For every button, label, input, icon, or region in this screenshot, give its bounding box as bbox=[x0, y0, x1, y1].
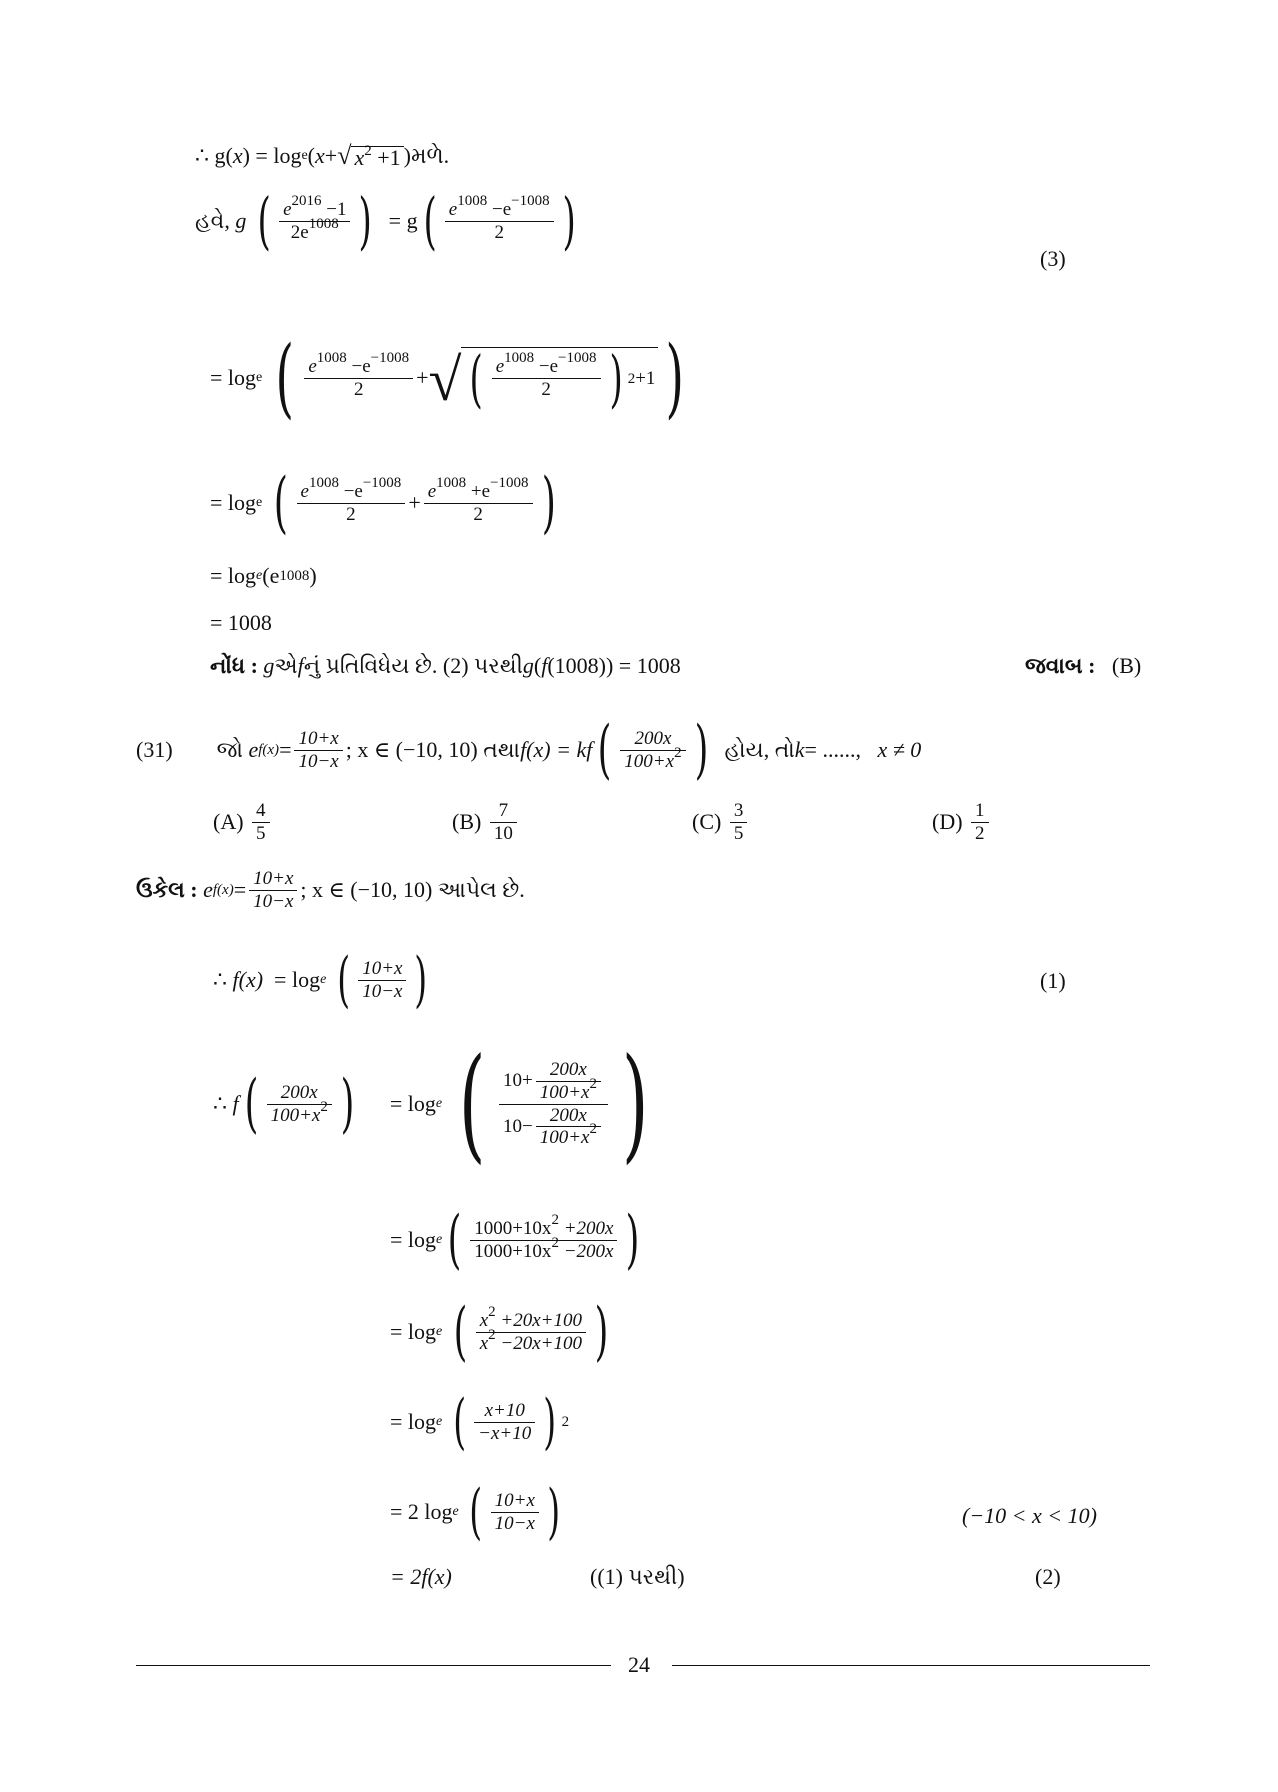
text: = 2 log bbox=[390, 1499, 453, 1524]
superscript: −1008 bbox=[511, 192, 550, 209]
var: e bbox=[495, 356, 505, 378]
step-3: = log e ( $1000+10x^2 +200x$ $1000+10x^2 -200x$ ) bbox=[390, 1203, 640, 1277]
text: = bbox=[279, 737, 292, 762]
complex-fraction bbox=[499, 1059, 608, 1149]
denominator: 5 bbox=[256, 822, 266, 844]
solution-start: ઉકેલ : e f(x) = 10+x 10−x ; x ∈ (−10, 10) આપેલ છે. bbox=[136, 868, 525, 912]
var: e bbox=[308, 355, 317, 377]
var: e bbox=[300, 480, 309, 502]
denominator: x bbox=[479, 1332, 489, 1354]
text: 2 bbox=[346, 503, 356, 525]
var: f(x) = k bbox=[520, 737, 587, 762]
var: f bbox=[541, 653, 548, 678]
text: 2 bbox=[473, 503, 483, 525]
fraction bbox=[249, 868, 297, 913]
fraction bbox=[476, 1303, 586, 1355]
numerator: 3 bbox=[733, 800, 744, 821]
question-31: (31) જો e f(x) = 10+x 10−x ; x ∈ (−10, 10) તથા f(x) = k f ( 200x $100+x^2$ ) હોય, તો k = ......, x ≠ 0 bbox=[136, 713, 922, 787]
superscript: −1008 bbox=[362, 474, 402, 491]
text: ( bbox=[307, 143, 315, 168]
text: = 1008 bbox=[210, 610, 272, 635]
text: = g bbox=[388, 208, 418, 233]
text: 2 bbox=[494, 221, 504, 243]
text: (e bbox=[262, 563, 280, 588]
line-result bbox=[210, 612, 272, 634]
text: = log bbox=[390, 1227, 437, 1252]
var: e bbox=[248, 737, 259, 762]
numerator: 1 bbox=[975, 800, 985, 821]
solution-label: ઉકેલ : bbox=[136, 877, 198, 903]
option-label: (A) bbox=[213, 809, 244, 835]
fraction bbox=[445, 192, 554, 244]
option-label: (D) bbox=[932, 809, 963, 835]
fraction bbox=[470, 1211, 617, 1263]
option-a bbox=[213, 800, 273, 845]
text: ; x ∈ (−10, 10) તથા bbox=[345, 737, 521, 762]
step-7 bbox=[390, 1566, 452, 1588]
denominator: 5 bbox=[733, 822, 744, 844]
superscript: 1008 bbox=[504, 350, 535, 367]
fraction bbox=[279, 192, 350, 244]
line-log2: = log e ( $e^{1008} -e^{-1008}$ 2 + $e^{1008} +e^{-1008}$ 2 ) bbox=[210, 464, 556, 541]
fraction bbox=[492, 350, 601, 401]
text: + bbox=[324, 143, 338, 168]
superscript: 2 bbox=[589, 1121, 597, 1138]
text: +e bbox=[466, 480, 491, 502]
denominator: 100+x bbox=[624, 750, 675, 772]
numerator: 200x bbox=[549, 1104, 587, 1126]
option-c bbox=[692, 800, 750, 845]
text: = ......, bbox=[804, 737, 861, 762]
text: = log bbox=[274, 967, 321, 992]
text: = log bbox=[210, 490, 257, 515]
text: −e bbox=[346, 355, 371, 377]
text: 10+ bbox=[502, 1070, 533, 1092]
text: ) = log bbox=[242, 143, 302, 168]
fraction bbox=[304, 349, 413, 401]
line-have: હવે, g ( $e^{2016} -1$ $2e^{1008}$ ) = g ( $e^{1008} -e^{-1008}$ 2 ) bbox=[195, 184, 576, 257]
superscript: 1008 bbox=[316, 349, 347, 366]
numerator: 200x bbox=[549, 1058, 587, 1080]
fraction bbox=[424, 474, 533, 526]
var: x bbox=[315, 143, 325, 168]
numerator: 10+x bbox=[298, 727, 339, 749]
therefore-symbol: ∴ bbox=[213, 1091, 227, 1116]
text: ((1) પરથી) bbox=[590, 1564, 685, 1589]
var: x bbox=[354, 145, 365, 170]
text: + bbox=[408, 490, 421, 515]
superscript: 1008 bbox=[308, 474, 339, 491]
text: +1 bbox=[371, 145, 401, 170]
var: f bbox=[232, 967, 239, 992]
denominator: −x+10 bbox=[478, 1422, 532, 1444]
fraction bbox=[491, 1490, 539, 1535]
text: 2 bbox=[541, 379, 551, 400]
footer-rule-right bbox=[672, 1665, 1150, 1666]
text: +1 bbox=[635, 368, 656, 389]
note-label: નોંધ : bbox=[210, 653, 258, 678]
text: = log bbox=[210, 365, 257, 390]
footer-rule-left bbox=[136, 1665, 611, 1666]
text: g( bbox=[214, 143, 233, 168]
var: g bbox=[522, 653, 534, 678]
text: (1) bbox=[1040, 968, 1066, 993]
numerator: x+10 bbox=[484, 1399, 525, 1421]
question-number: (31) bbox=[136, 737, 173, 762]
var: g bbox=[235, 208, 247, 233]
numerator: 200x bbox=[634, 727, 672, 749]
text: નું પ્રતિવિધેય છે. (2) પરથી bbox=[303, 653, 523, 678]
superscript: −1008 bbox=[558, 350, 597, 367]
numerator: 1000+10x bbox=[474, 1217, 552, 1239]
therefore-symbol: ∴ bbox=[195, 143, 209, 168]
text: 10− bbox=[502, 1115, 533, 1137]
option-b bbox=[452, 800, 520, 845]
therefore-symbol: ∴ bbox=[213, 967, 227, 992]
denominator: 100+x bbox=[270, 1104, 321, 1126]
superscript: 2 bbox=[320, 1098, 328, 1115]
denominator: 2 bbox=[975, 822, 985, 844]
sqrt: √ $x^2 +1$ bbox=[337, 143, 403, 169]
var: e bbox=[427, 480, 437, 502]
option-d bbox=[932, 800, 992, 845]
var: f bbox=[297, 653, 304, 678]
text: −1 bbox=[321, 198, 347, 220]
text: મળે. bbox=[410, 143, 450, 168]
superscript: 2 bbox=[589, 1075, 597, 1092]
var: k bbox=[794, 737, 805, 762]
superscript: 2 bbox=[551, 1234, 559, 1251]
denominator: 100+x bbox=[539, 1127, 590, 1149]
superscript: 2 bbox=[674, 744, 682, 761]
var: x bbox=[232, 143, 243, 168]
step-4: = log e ( $x^2 +20x+100$ $x^2 -20x+100$ ) bbox=[390, 1295, 609, 1369]
denominator: 10−x bbox=[298, 750, 339, 772]
text: ) bbox=[403, 143, 411, 168]
numerator: +20x+100 bbox=[495, 1309, 582, 1331]
numerator: 7 bbox=[498, 800, 509, 821]
denominator: 10 bbox=[493, 822, 513, 844]
var: f bbox=[232, 1091, 239, 1116]
denominator: 10−x bbox=[494, 1512, 535, 1534]
text: ) bbox=[309, 563, 317, 588]
fraction bbox=[474, 1400, 535, 1445]
step-2: ∴ f ( 200x $100+x^2$ ) = log e ( 10+ 200x $100+x^2$ 10− 200x $100+x^2$ ) bbox=[213, 1032, 649, 1176]
numerator: x bbox=[479, 1309, 489, 1331]
sqrt: √ ( $e^{1008} -e^{-1008}$ 2 ) 2 +1 bbox=[429, 347, 659, 410]
note-line bbox=[210, 655, 681, 677]
denominator: −20x+100 bbox=[495, 1332, 582, 1354]
text: = bbox=[233, 877, 247, 903]
text: એ bbox=[274, 653, 298, 678]
condition bbox=[962, 1505, 1097, 1527]
denominator: 100+x bbox=[539, 1081, 590, 1103]
eq-tag bbox=[1040, 970, 1066, 992]
superscript: 2 bbox=[551, 1211, 559, 1228]
var: f bbox=[586, 737, 593, 762]
text: 2 bbox=[353, 378, 364, 400]
line-g-def: ∴ g( x ) = log e ( x + √ $x^2 +1$ ) મળે. bbox=[195, 141, 450, 170]
text: = log bbox=[210, 563, 257, 588]
var: e bbox=[283, 198, 292, 220]
step-1: ∴ f (x) = log e ( 10+x 10−x ) bbox=[213, 945, 428, 1015]
text: ( bbox=[533, 653, 542, 678]
superscript: 1008 bbox=[457, 192, 488, 209]
text: = log bbox=[390, 1409, 437, 1434]
option-label: (B) bbox=[452, 809, 482, 835]
text: = 2f(x) bbox=[390, 1564, 452, 1589]
answer-value: (B) bbox=[1111, 653, 1142, 678]
text: −e bbox=[534, 356, 559, 378]
numerator: +200x bbox=[558, 1217, 614, 1239]
text: (2) bbox=[1035, 1564, 1061, 1589]
text: હોય, તો bbox=[724, 737, 795, 762]
reference bbox=[590, 1566, 685, 1588]
denominator: 1000+10x bbox=[474, 1240, 552, 1262]
numerator: 4 bbox=[256, 800, 266, 821]
superscript: −1008 bbox=[490, 474, 529, 491]
superscript: 1008 bbox=[436, 474, 467, 491]
eq-tag bbox=[1040, 248, 1066, 270]
denominator: 10−x bbox=[362, 980, 403, 1002]
text: ; x ∈ (−10, 10) આપેલ છે. bbox=[300, 877, 525, 903]
text: (1008)) = 1008 bbox=[547, 653, 681, 678]
text: −e bbox=[487, 198, 512, 220]
numerator: 10+x bbox=[494, 1489, 535, 1511]
line-log1: = log e ( $e^{1008} -e^{-1008}$ 2 + √ ( $e^{1008} -e^{-1008}$ 2 ) 2 +1 ) bbox=[210, 328, 685, 428]
text: −e bbox=[338, 480, 363, 502]
text: = log bbox=[390, 1319, 437, 1344]
denominator: −200x bbox=[558, 1240, 614, 1262]
text: x ≠ 0 bbox=[877, 737, 922, 762]
eq-tag bbox=[1035, 1566, 1061, 1588]
step-5: = log e ( x+10 −x+10 ) 2 bbox=[390, 1387, 570, 1457]
var: g bbox=[263, 653, 275, 678]
text: (−10 < x < 10) bbox=[962, 1503, 1097, 1528]
page-number-text: 24 bbox=[628, 1652, 650, 1677]
answer-label: જવાબ : bbox=[1025, 653, 1096, 678]
superscript: 2 bbox=[488, 1326, 496, 1343]
fraction bbox=[620, 728, 685, 773]
var: e bbox=[203, 877, 213, 903]
text: હવે, bbox=[195, 208, 230, 233]
fraction bbox=[358, 958, 406, 1003]
text: (3) bbox=[1040, 246, 1066, 271]
superscript: 2 bbox=[488, 1303, 496, 1320]
superscript: 1008 bbox=[308, 215, 339, 232]
denominator: 10−x bbox=[253, 890, 294, 912]
fraction bbox=[294, 728, 342, 773]
numerator: 200x bbox=[280, 1081, 318, 1103]
text: જો bbox=[216, 737, 243, 762]
option-label: (C) bbox=[692, 809, 722, 835]
numerator: 10+x bbox=[362, 957, 403, 979]
numerator: 10+x bbox=[253, 868, 294, 889]
text: 2e bbox=[290, 221, 309, 243]
step-6: = 2 log e ( 10+x 10−x ) bbox=[390, 1477, 561, 1547]
line-log3: = log e (e 1008 ) bbox=[210, 563, 317, 588]
superscript: −1008 bbox=[370, 349, 410, 366]
text: = log bbox=[389, 1091, 436, 1116]
var: (x) bbox=[238, 967, 264, 992]
superscript: 2016 bbox=[291, 192, 322, 209]
answer bbox=[1025, 655, 1141, 677]
page-number bbox=[628, 1654, 650, 1676]
superscript: 2 bbox=[364, 143, 372, 159]
text: + bbox=[416, 365, 429, 390]
var: e bbox=[448, 198, 458, 220]
fraction bbox=[297, 474, 406, 526]
fraction bbox=[267, 1082, 332, 1127]
